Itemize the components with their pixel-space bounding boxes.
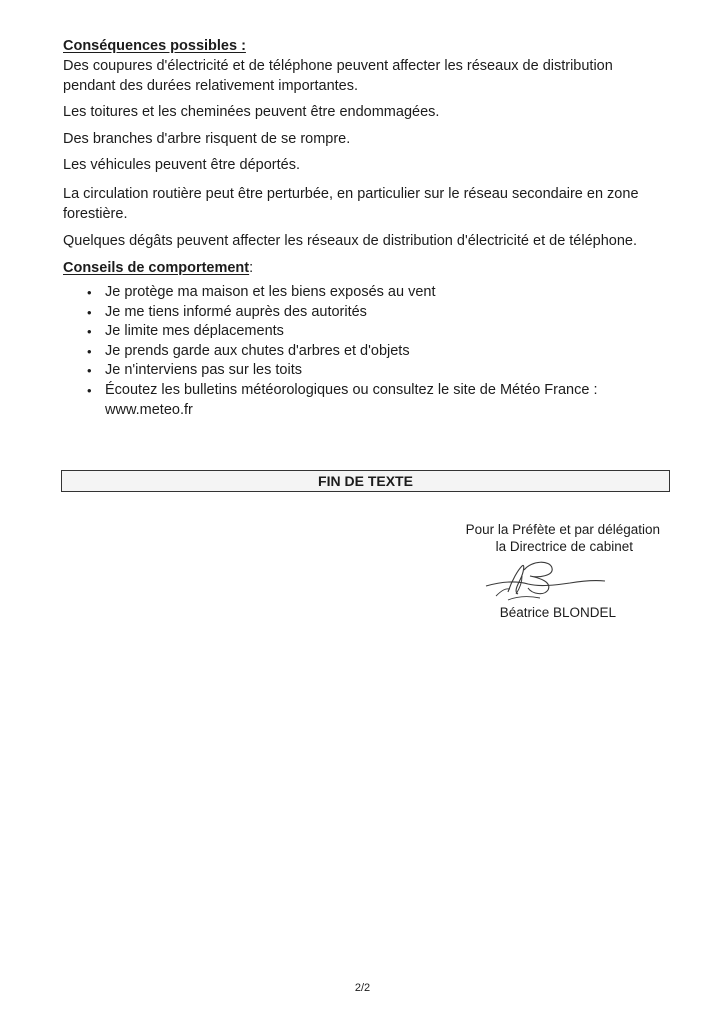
bullet-icon: • (87, 363, 92, 379)
advice-item (85, 381, 625, 420)
advice-item-text: Écoutez les bulletins météorologiques ou consultez le site de Météo France : www.meteo.fr (105, 381, 598, 418)
bullet-icon: • (87, 304, 92, 320)
advice-item (85, 283, 625, 303)
advice-item-text: Je limite mes déplacements (105, 323, 284, 340)
advice-item-text: Je me tiens informé auprès des autorités (105, 303, 367, 320)
bullet-icon: • (87, 324, 92, 340)
delegation-line: Pour la Préfète et par délégation (465, 522, 660, 537)
advice-item (85, 303, 625, 323)
end-of-text-banner: FIN DE TEXTE (61, 470, 670, 492)
consequence-paragraph: Des branches d'arbre risquent de se rompre. (63, 131, 351, 147)
consequences-heading: Conséquences possibles : (63, 38, 246, 54)
page-number: 2/2 (354, 982, 371, 994)
advice-item (85, 342, 625, 362)
bullet-icon: • (87, 382, 92, 398)
advice-heading-colon: : (249, 260, 254, 276)
consequence-paragraph: Des coupures d'électricité et de téléphone peuvent affecter les réseaux de distribution pendant des durées relativement importantes. (63, 58, 613, 94)
advice-heading: Conseils de comportement (63, 260, 250, 276)
delegation-role: la Directrice de cabinet (495, 539, 633, 554)
advice-list (85, 283, 625, 420)
advice-item-text: Je protège ma maison et les biens exposés au vent (105, 284, 436, 300)
bullet-icon: • (87, 343, 92, 359)
consequence-paragraph: Les véhicules peuvent être déportés. (63, 157, 300, 173)
handwritten-signature (478, 556, 608, 606)
advice-heading-line (63, 259, 253, 277)
advice-item-text: Je prends garde aux chutes d'arbres et d'objets (105, 342, 410, 359)
signatory-name: Béatrice BLONDEL (499, 605, 616, 620)
consequence-paragraph: La circulation routière peut être perturbée, en particulier sur le réseau secondaire en zone forestière. (63, 186, 639, 222)
advice-item (85, 322, 625, 342)
consequence-paragraph: Quelques dégâts peuvent affecter les réseaux de distribution d'électricité et de téléphone. (63, 233, 638, 249)
advice-item-text: Je n'interviens pas sur les toits (105, 362, 302, 379)
bullet-icon: • (87, 285, 92, 300)
consequence-paragraph: Les toitures et les cheminées peuvent être endommagées. (63, 104, 440, 120)
advice-item (85, 361, 625, 381)
